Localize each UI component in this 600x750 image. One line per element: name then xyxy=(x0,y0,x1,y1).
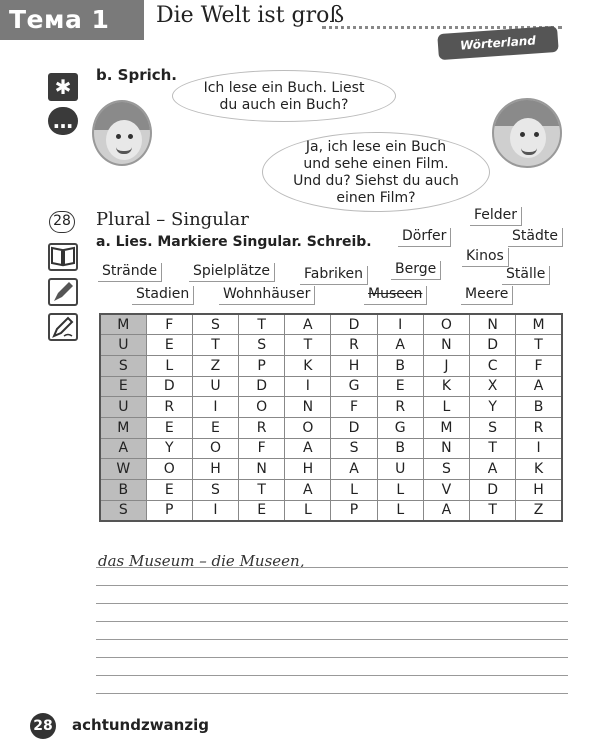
word-search-grid xyxy=(99,313,563,522)
grid-cell: D xyxy=(331,314,377,335)
grid-cell: O xyxy=(239,397,285,418)
grid-row xyxy=(100,376,562,397)
grid-cell: G xyxy=(331,376,377,397)
grid-cell: F xyxy=(146,314,192,335)
answer-example: das Museum – die Museen, xyxy=(98,552,305,570)
grid-cell: E xyxy=(100,376,146,397)
grid-cell: D xyxy=(239,376,285,397)
word-wohnhaeuser: Wohnhäuser xyxy=(219,286,315,305)
grid-cell: E xyxy=(146,480,192,501)
grid-cell: R xyxy=(331,335,377,356)
grid-cell: N xyxy=(423,438,469,459)
grid-cell: I xyxy=(377,314,423,335)
grid-row xyxy=(100,397,562,418)
writing-line xyxy=(96,639,568,640)
grid-cell: D xyxy=(470,335,516,356)
grid-cell: J xyxy=(423,355,469,376)
grid-cell: D xyxy=(331,417,377,438)
grid-cell: M xyxy=(516,314,562,335)
grid-cell: Y xyxy=(470,397,516,418)
grid-cell: R xyxy=(377,397,423,418)
grid-cell: S xyxy=(192,314,238,335)
grid-cell: C xyxy=(470,355,516,376)
grid-row xyxy=(100,500,562,521)
word-stadien: Stadien xyxy=(132,286,194,305)
grid-cell: K xyxy=(423,376,469,397)
grid-cell: T xyxy=(470,438,516,459)
grid-cell: F xyxy=(239,438,285,459)
grid-row xyxy=(100,335,562,356)
grid-cell: H xyxy=(331,355,377,376)
grid-cell: P xyxy=(146,500,192,521)
grid-cell: O xyxy=(285,417,331,438)
grid-cell: O xyxy=(192,438,238,459)
section-b-label: b. Sprich. xyxy=(96,66,178,84)
pen-icon xyxy=(48,278,78,306)
grid-cell: N xyxy=(239,459,285,480)
writing-line xyxy=(96,675,568,676)
grid-cell: L xyxy=(331,480,377,501)
word-doerfer: Dörfer xyxy=(398,228,451,247)
grid-cell: S xyxy=(100,355,146,376)
grid-cell: P xyxy=(239,355,285,376)
grid-cell: T xyxy=(192,335,238,356)
writing-line xyxy=(96,603,568,604)
grid-cell: M xyxy=(100,417,146,438)
book-icon xyxy=(48,243,78,271)
grid-cell: E xyxy=(146,335,192,356)
grid-cell: I xyxy=(285,376,331,397)
grid-cell: L xyxy=(146,355,192,376)
asterisk-icon: ✱ xyxy=(48,73,78,101)
grid-cell: Z xyxy=(516,500,562,521)
grid-cell: D xyxy=(470,480,516,501)
grid-cell: E xyxy=(239,500,285,521)
grid-cell: K xyxy=(516,459,562,480)
grid-cell: H xyxy=(516,480,562,501)
grid-cell: U xyxy=(192,376,238,397)
grid-cell: T xyxy=(239,314,285,335)
exercise-instruction: a. Lies. Markiere Singular. Schreib. xyxy=(96,234,372,250)
grid-cell: I xyxy=(192,500,238,521)
grid-cell: A xyxy=(470,459,516,480)
grid-cell: I xyxy=(192,397,238,418)
pencil-icon xyxy=(48,313,78,341)
grid-cell: Y xyxy=(146,438,192,459)
grid-cell: H xyxy=(285,459,331,480)
word-kinos: Kinos xyxy=(462,248,509,267)
writing-line xyxy=(96,567,568,568)
grid-cell: X xyxy=(470,376,516,397)
grid-cell: T xyxy=(285,335,331,356)
boy-speech-text: Ja, ich lese ein Buch und sehe einen Film. Und du? Siehst du auch einen Film? xyxy=(293,139,459,206)
grid-cell: U xyxy=(377,459,423,480)
word-meere: Meere xyxy=(461,286,513,305)
writing-line xyxy=(96,657,568,658)
grid-cell: R xyxy=(239,417,285,438)
word-staedte: Städte xyxy=(508,228,563,247)
grid-cell: W xyxy=(100,459,146,480)
grid-cell: A xyxy=(100,438,146,459)
grid-cell: A xyxy=(285,480,331,501)
grid-row xyxy=(100,417,562,438)
grid-row xyxy=(100,314,562,335)
word-fabriken: Fabriken xyxy=(300,266,368,285)
grid-cell: U xyxy=(100,335,146,356)
word-museen: Museen xyxy=(364,286,427,305)
grid-cell: B xyxy=(100,480,146,501)
grid-cell: S xyxy=(239,335,285,356)
grid-cell: T xyxy=(470,500,516,521)
grid-cell: P xyxy=(331,500,377,521)
grid-cell: F xyxy=(331,397,377,418)
grid-cell: E xyxy=(146,417,192,438)
grid-cell: V xyxy=(423,480,469,501)
writing-line xyxy=(96,585,568,586)
grid-cell: I xyxy=(516,438,562,459)
grid-cell: A xyxy=(516,376,562,397)
word-berge: Berge xyxy=(391,261,441,280)
grid-cell: S xyxy=(331,438,377,459)
exercise-title: Plural – Singular xyxy=(96,209,249,230)
exercise-number: 28 xyxy=(49,211,75,233)
grid-cell: A xyxy=(331,459,377,480)
speech-bubble-icon: … xyxy=(48,107,78,135)
grid-cell: K xyxy=(285,355,331,376)
grid-cell: M xyxy=(423,417,469,438)
unit-label: Тема 1 xyxy=(0,0,144,40)
grid-cell: H xyxy=(192,459,238,480)
grid-cell: N xyxy=(285,397,331,418)
grid-cell: A xyxy=(423,500,469,521)
grid-cell: T xyxy=(239,480,285,501)
boy-avatar xyxy=(492,98,562,168)
grid-row xyxy=(100,438,562,459)
grid-cell: D xyxy=(146,376,192,397)
grid-cell: A xyxy=(285,438,331,459)
grid-row xyxy=(100,355,562,376)
grid-cell: E xyxy=(377,376,423,397)
grid-cell: L xyxy=(377,480,423,501)
grid-cell: L xyxy=(423,397,469,418)
grid-cell: B xyxy=(377,438,423,459)
grid-cell: L xyxy=(285,500,331,521)
grid-cell: N xyxy=(470,314,516,335)
writing-line xyxy=(96,621,568,622)
page-title: Die Welt ist groß xyxy=(156,3,345,28)
grid-cell: U xyxy=(100,397,146,418)
grid-cell: S xyxy=(100,500,146,521)
grid-cell: Z xyxy=(192,355,238,376)
grid-row xyxy=(100,459,562,480)
grid-cell: B xyxy=(516,397,562,418)
grid-cell: T xyxy=(516,335,562,356)
grid-cell: E xyxy=(192,417,238,438)
grid-cell: S xyxy=(423,459,469,480)
grid-cell: O xyxy=(146,459,192,480)
grid-cell: B xyxy=(377,355,423,376)
grid-cell: O xyxy=(423,314,469,335)
grid-cell: R xyxy=(146,397,192,418)
grid-cell: F xyxy=(516,355,562,376)
page-number: 28 xyxy=(30,713,56,739)
word-staelle: Ställe xyxy=(502,266,550,285)
grid-cell: A xyxy=(285,314,331,335)
word-straende: Strände xyxy=(98,263,162,282)
woerterland-badge: Wörterland xyxy=(437,26,559,60)
grid-cell: N xyxy=(423,335,469,356)
grid-cell: G xyxy=(377,417,423,438)
girl-avatar xyxy=(92,100,152,166)
grid-cell: M xyxy=(100,314,146,335)
grid-cell: A xyxy=(377,335,423,356)
girl-speech-text: Ich lese ein Buch. Liest du auch ein Buch? xyxy=(203,80,365,113)
word-spielplaetze: Spielplätze xyxy=(189,263,275,282)
word-felder: Felder xyxy=(470,207,522,226)
grid-cell: L xyxy=(377,500,423,521)
grid-cell: S xyxy=(192,480,238,501)
writing-line xyxy=(96,693,568,694)
grid-cell: S xyxy=(470,417,516,438)
grid-cell: R xyxy=(516,417,562,438)
grid-row xyxy=(100,480,562,501)
page-number-word: achtundzwanzig xyxy=(72,716,209,734)
